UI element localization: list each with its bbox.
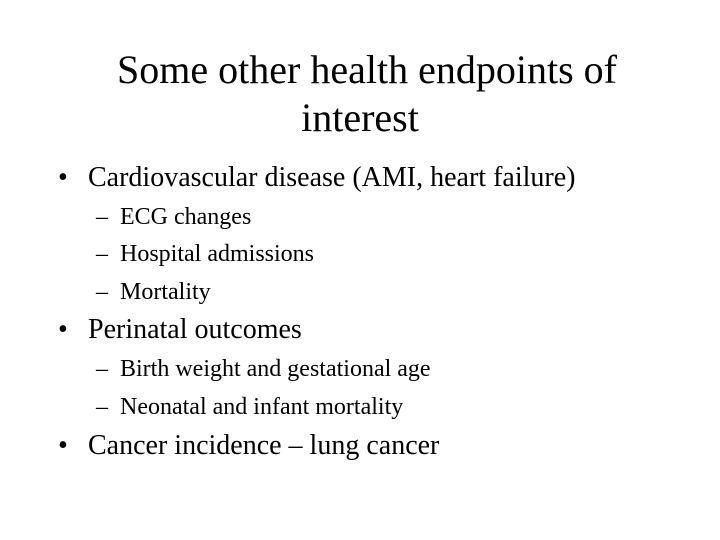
dash-icon: –	[96, 279, 108, 305]
slide-title	[40, 46, 680, 142]
slide-title-line-1: Some other health endpoints of	[117, 47, 617, 92]
bullet-text: Cardiovascular disease (AMI, heart failure)	[88, 162, 576, 193]
dash-icon: –	[96, 204, 108, 230]
slide-title-line-2: interest	[301, 95, 419, 140]
sub-item-text: ECG changes	[120, 204, 252, 230]
bullet-icon: •	[58, 314, 68, 345]
dash-icon: –	[96, 394, 108, 420]
sub-item-text: Mortality	[120, 279, 211, 305]
sub-item-text: Neonatal and infant mortality	[120, 394, 404, 420]
dash-icon: –	[96, 356, 108, 382]
bullet-icon: •	[58, 162, 68, 193]
bullet-icon: •	[58, 430, 68, 461]
dash-icon: –	[96, 241, 108, 267]
bullet-text: Cancer incidence – lung cancer	[88, 430, 440, 461]
sub-item-text: Birth weight and gestational age	[120, 356, 431, 382]
sub-item-text: Hospital admissions	[120, 241, 315, 267]
bullet-text: Perinatal outcomes	[88, 314, 302, 345]
